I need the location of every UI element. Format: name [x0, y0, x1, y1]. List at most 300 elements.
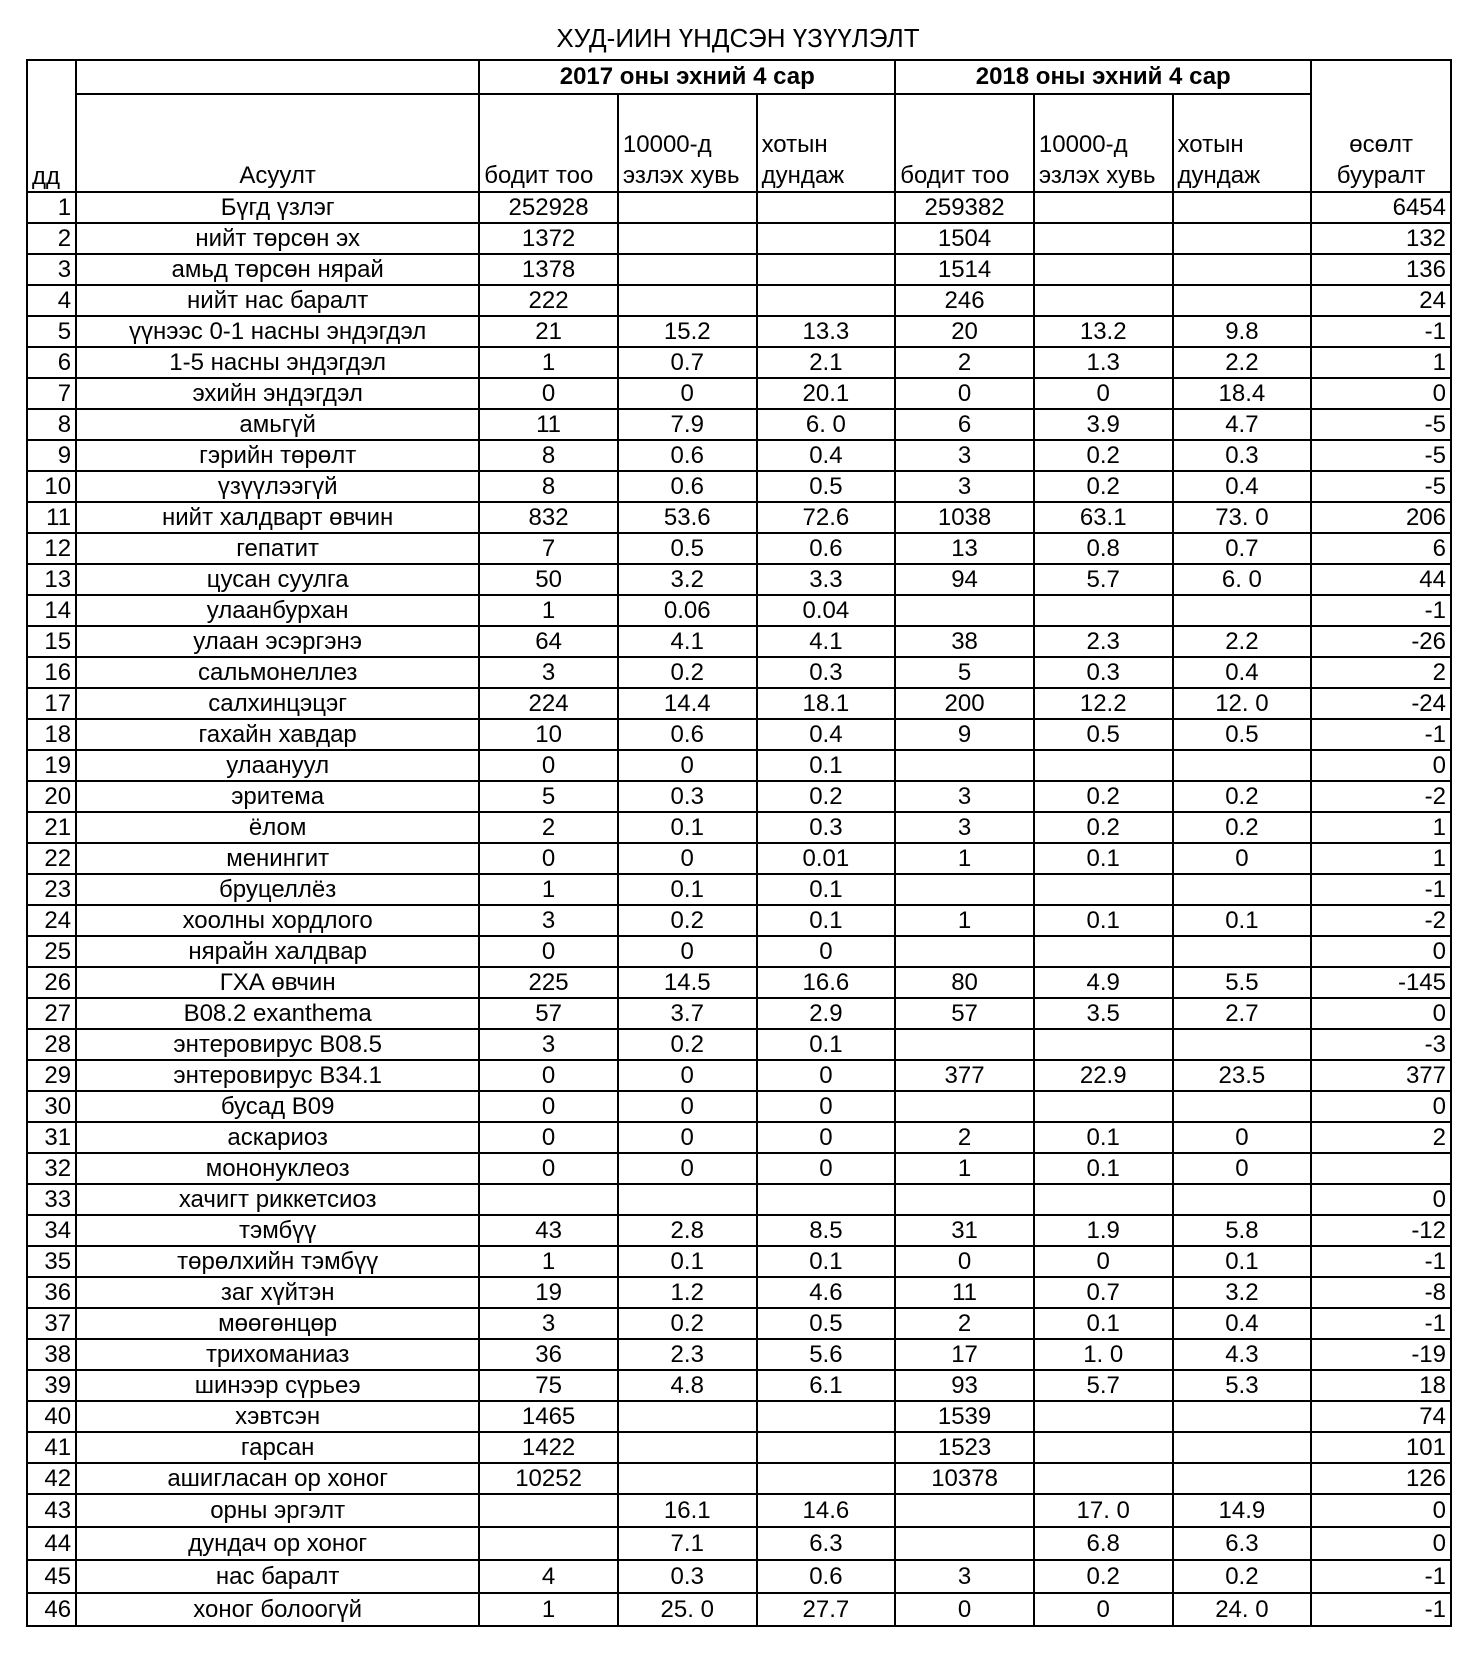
cell-city-avg-2018: 6.3	[1173, 1527, 1312, 1560]
cell-dd: 22	[27, 843, 76, 874]
cell-actual-2018: 3	[895, 1560, 1034, 1593]
cell-change: -1	[1311, 1560, 1451, 1593]
cell-question: нас баралт	[76, 1560, 479, 1593]
cell-dd: 3	[27, 254, 76, 285]
cell-city-avg-2018: 0.7	[1173, 533, 1312, 564]
cell-question: нийт нас баралт	[76, 285, 479, 316]
cell-city-avg-2017: 16.6	[757, 967, 896, 998]
cell-dd: 6	[27, 347, 76, 378]
cell-city-avg-2018: 0.2	[1173, 1560, 1312, 1593]
table-row	[27, 998, 1451, 1029]
cell-city-avg-2017: 0	[757, 1122, 896, 1153]
document-title: ХУД-ИИН ҮНДСЭН ҮЗҮҮЛЭЛТ	[556, 23, 920, 53]
cell-rate-2018: 0.1	[1034, 1153, 1173, 1184]
cell-actual-2018: 9	[895, 719, 1034, 750]
cell-question: B08.2 exanthema	[76, 998, 479, 1029]
header-row-columns	[27, 94, 1451, 192]
cell-rate-2017: 0	[618, 843, 757, 874]
cell-rate-2017: 0.2	[618, 657, 757, 688]
cell-rate-2017: 0.3	[618, 1560, 757, 1593]
header-period-2018: 2018 оны эхний 4 сар	[895, 60, 1311, 94]
cell-change: 6454	[1311, 192, 1451, 223]
cell-actual-2017: 1	[479, 1593, 618, 1626]
cell-rate-2017: 3.2	[618, 564, 757, 595]
cell-dd: 46	[27, 1593, 76, 1626]
cell-actual-2017: 3	[479, 1308, 618, 1339]
table-row	[27, 1060, 1451, 1091]
cell-rate-2017: 1.2	[618, 1277, 757, 1308]
cell-city-avg-2017: 27.7	[757, 1593, 896, 1626]
cell-question: хэвтсэн	[76, 1401, 479, 1432]
cell-rate-2018	[1034, 1463, 1173, 1494]
cell-actual-2018: 0	[895, 1246, 1034, 1277]
cell-actual-2017	[479, 1184, 618, 1215]
cell-city-avg-2017: 4.1	[757, 626, 896, 657]
cell-rate-2018: 1.9	[1034, 1215, 1173, 1246]
cell-actual-2017: 1422	[479, 1432, 618, 1463]
cell-dd: 29	[27, 1060, 76, 1091]
cell-city-avg-2018: 2.7	[1173, 998, 1312, 1029]
cell-dd: 24	[27, 905, 76, 936]
cell-actual-2018: 246	[895, 285, 1034, 316]
cell-city-avg-2018	[1173, 1463, 1312, 1494]
cell-city-avg-2018	[1173, 1401, 1312, 1432]
cell-question: заг хүйтэн	[76, 1277, 479, 1308]
cell-change: 2	[1311, 657, 1451, 688]
cell-change: 0	[1311, 750, 1451, 781]
cell-city-avg-2017: 0.1	[757, 1029, 896, 1060]
cell-dd: 32	[27, 1153, 76, 1184]
cell-question: улаануул	[76, 750, 479, 781]
cell-city-avg-2017: 0	[757, 936, 896, 967]
cell-actual-2018: 3	[895, 440, 1034, 471]
cell-dd: 35	[27, 1246, 76, 1277]
cell-rate-2018: 12.2	[1034, 688, 1173, 719]
cell-question: амьд төрсөн нярай	[76, 254, 479, 285]
cell-city-avg-2017: 0.1	[757, 1246, 896, 1277]
cell-dd: 43	[27, 1494, 76, 1527]
cell-question: төрөлхийн тэмбүү	[76, 1246, 479, 1277]
cell-actual-2018: 13	[895, 533, 1034, 564]
cell-city-avg-2017	[757, 285, 896, 316]
cell-rate-2018: 0.1	[1034, 905, 1173, 936]
cell-change: -5	[1311, 471, 1451, 502]
cell-city-avg-2017	[757, 254, 896, 285]
cell-change: -2	[1311, 781, 1451, 812]
cell-rate-2018: 0.3	[1034, 657, 1173, 688]
cell-city-avg-2018	[1173, 223, 1312, 254]
cell-dd: 45	[27, 1560, 76, 1593]
cell-change: 101	[1311, 1432, 1451, 1463]
cell-actual-2018: 0	[895, 1593, 1034, 1626]
table-row	[27, 1029, 1451, 1060]
cell-city-avg-2018	[1173, 1184, 1312, 1215]
cell-city-avg-2018: 0	[1173, 1122, 1312, 1153]
table-row	[27, 1277, 1451, 1308]
cell-actual-2018: 93	[895, 1370, 1034, 1401]
cell-actual-2018: 1038	[895, 502, 1034, 533]
cell-dd: 33	[27, 1184, 76, 1215]
cell-city-avg-2017: 0.1	[757, 874, 896, 905]
cell-rate-2017	[618, 1463, 757, 1494]
cell-rate-2017: 0.6	[618, 719, 757, 750]
header-period-2017: 2017 оны эхний 4 сар	[479, 60, 895, 94]
cell-rate-2017: 0	[618, 378, 757, 409]
cell-rate-2018: 0.2	[1034, 1560, 1173, 1593]
cell-change: 1	[1311, 347, 1451, 378]
cell-city-avg-2017: 0.5	[757, 471, 896, 502]
cell-dd: 41	[27, 1432, 76, 1463]
cell-rate-2017: 0.2	[618, 1029, 757, 1060]
cell-actual-2017: 7	[479, 533, 618, 564]
cell-rate-2017: 0	[618, 750, 757, 781]
table-row	[27, 1370, 1451, 1401]
cell-dd: 14	[27, 595, 76, 626]
table-row	[27, 1339, 1451, 1370]
cell-city-avg-2018: 9.8	[1173, 316, 1312, 347]
cell-question: үзүүлээгүй	[76, 471, 479, 502]
cell-rate-2018: 0.1	[1034, 1308, 1173, 1339]
cell-rate-2017: 0.6	[618, 440, 757, 471]
cell-change: 74	[1311, 1401, 1451, 1432]
cell-city-avg-2017: 0.6	[757, 1560, 896, 1593]
table-row	[27, 967, 1451, 998]
cell-actual-2017: 0	[479, 378, 618, 409]
cell-change: 24	[1311, 285, 1451, 316]
cell-dd: 10	[27, 471, 76, 502]
cell-rate-2017: 0.6	[618, 471, 757, 502]
cell-change: -145	[1311, 967, 1451, 998]
cell-question: хоног болоогүй	[76, 1593, 479, 1626]
cell-actual-2017: 4	[479, 1560, 618, 1593]
table-row	[27, 626, 1451, 657]
cell-rate-2018	[1034, 254, 1173, 285]
cell-rate-2018	[1034, 1184, 1173, 1215]
cell-city-avg-2017: 6.1	[757, 1370, 896, 1401]
cell-city-avg-2017: 6. 0	[757, 409, 896, 440]
cell-city-avg-2017: 3.3	[757, 564, 896, 595]
cell-rate-2018: 0.2	[1034, 812, 1173, 843]
cell-dd: 42	[27, 1463, 76, 1494]
cell-city-avg-2018	[1173, 1432, 1312, 1463]
cell-actual-2018	[895, 874, 1034, 905]
cell-actual-2018: 0	[895, 378, 1034, 409]
cell-change: 0	[1311, 1527, 1451, 1560]
cell-dd: 25	[27, 936, 76, 967]
cell-actual-2017: 11	[479, 409, 618, 440]
cell-question: гэрийн төрөлт	[76, 440, 479, 471]
cell-actual-2017: 0	[479, 1153, 618, 1184]
cell-city-avg-2018: 0.3	[1173, 440, 1312, 471]
cell-city-avg-2018	[1173, 1029, 1312, 1060]
cell-rate-2017: 0	[618, 936, 757, 967]
cell-actual-2018: 11	[895, 1277, 1034, 1308]
cell-rate-2018	[1034, 595, 1173, 626]
cell-city-avg-2018	[1173, 1091, 1312, 1122]
cell-actual-2017: 10252	[479, 1463, 618, 1494]
cell-city-avg-2017: 0.4	[757, 440, 896, 471]
cell-dd: 8	[27, 409, 76, 440]
cell-change: 44	[1311, 564, 1451, 595]
cell-change: -19	[1311, 1339, 1451, 1370]
cell-dd: 28	[27, 1029, 76, 1060]
cell-actual-2017: 75	[479, 1370, 618, 1401]
cell-city-avg-2017: 0.5	[757, 1308, 896, 1339]
cell-city-avg-2017: 14.6	[757, 1494, 896, 1527]
table-row	[27, 1246, 1451, 1277]
cell-dd: 18	[27, 719, 76, 750]
header-rate-2018: 10000-д эзлэх хувь	[1034, 94, 1173, 192]
cell-rate-2018: 0.1	[1034, 1122, 1173, 1153]
cell-question: гахайн хавдар	[76, 719, 479, 750]
cell-rate-2017: 14.5	[618, 967, 757, 998]
cell-rate-2018: 0.7	[1034, 1277, 1173, 1308]
cell-rate-2018: 1.3	[1034, 347, 1173, 378]
table-row	[27, 688, 1451, 719]
cell-question: аскариоз	[76, 1122, 479, 1153]
cell-actual-2018: 2	[895, 1122, 1034, 1153]
cell-city-avg-2017: 6.3	[757, 1527, 896, 1560]
table-row	[27, 192, 1451, 223]
cell-change: 1	[1311, 812, 1451, 843]
cell-change: -12	[1311, 1215, 1451, 1246]
cell-city-avg-2018	[1173, 285, 1312, 316]
cell-actual-2017: 36	[479, 1339, 618, 1370]
cell-question: гарсан	[76, 1432, 479, 1463]
cell-dd: 16	[27, 657, 76, 688]
cell-city-avg-2018: 12. 0	[1173, 688, 1312, 719]
cell-actual-2018: 17	[895, 1339, 1034, 1370]
cell-city-avg-2018: 4.7	[1173, 409, 1312, 440]
cell-change: 0	[1311, 998, 1451, 1029]
header-change: өсөлт бууралт	[1311, 60, 1451, 192]
cell-change: 126	[1311, 1463, 1451, 1494]
cell-city-avg-2018: 24. 0	[1173, 1593, 1312, 1626]
cell-dd: 39	[27, 1370, 76, 1401]
cell-change: 6	[1311, 533, 1451, 564]
cell-actual-2018: 80	[895, 967, 1034, 998]
cell-question: мононуклеоз	[76, 1153, 479, 1184]
cell-change: -1	[1311, 1593, 1451, 1626]
cell-actual-2018: 10378	[895, 1463, 1034, 1494]
cell-actual-2017: 0	[479, 750, 618, 781]
table-row	[27, 1215, 1451, 1246]
cell-actual-2017	[479, 1527, 618, 1560]
table-row	[27, 533, 1451, 564]
cell-question: амьгүй	[76, 409, 479, 440]
cell-rate-2018: 17. 0	[1034, 1494, 1173, 1527]
cell-dd: 5	[27, 316, 76, 347]
cell-city-avg-2017: 0.1	[757, 750, 896, 781]
cell-city-avg-2017: 0	[757, 1091, 896, 1122]
cell-city-avg-2018: 0.1	[1173, 905, 1312, 936]
cell-city-avg-2017: 0.04	[757, 595, 896, 626]
cell-rate-2018: 0.1	[1034, 843, 1173, 874]
cell-question: улаан эсэргэнэ	[76, 626, 479, 657]
cell-city-avg-2018: 73. 0	[1173, 502, 1312, 533]
cell-rate-2018	[1034, 285, 1173, 316]
cell-city-avg-2017: 72.6	[757, 502, 896, 533]
cell-dd: 11	[27, 502, 76, 533]
cell-actual-2017: 64	[479, 626, 618, 657]
table-row	[27, 1432, 1451, 1463]
cell-change: -2	[1311, 905, 1451, 936]
table-row	[27, 812, 1451, 843]
cell-question: энтеровирус B34.1	[76, 1060, 479, 1091]
cell-change: 132	[1311, 223, 1451, 254]
cell-question: мөөгөнцөр	[76, 1308, 479, 1339]
cell-question: ёлом	[76, 812, 479, 843]
cell-question: дундач ор хоног	[76, 1527, 479, 1560]
cell-city-avg-2018: 0	[1173, 1153, 1312, 1184]
table-row	[27, 781, 1451, 812]
table-row	[27, 1091, 1451, 1122]
cell-dd: 40	[27, 1401, 76, 1432]
cell-question: улаанбурхан	[76, 595, 479, 626]
cell-dd: 31	[27, 1122, 76, 1153]
cell-actual-2017: 2	[479, 812, 618, 843]
cell-rate-2018	[1034, 1091, 1173, 1122]
cell-rate-2018: 13.2	[1034, 316, 1173, 347]
cell-city-avg-2017: 0.01	[757, 843, 896, 874]
cell-question: менингит	[76, 843, 479, 874]
cell-rate-2017: 7.1	[618, 1527, 757, 1560]
cell-rate-2018: 0.5	[1034, 719, 1173, 750]
cell-rate-2017: 0.1	[618, 812, 757, 843]
cell-city-avg-2017: 0.2	[757, 781, 896, 812]
cell-question: 1-5 насны эндэгдэл	[76, 347, 479, 378]
cell-rate-2017: 2.8	[618, 1215, 757, 1246]
cell-actual-2017: 0	[479, 936, 618, 967]
cell-question: ашигласан ор хоног	[76, 1463, 479, 1494]
table-row	[27, 1560, 1451, 1593]
header-question: Асуулт	[76, 94, 479, 192]
table-row	[27, 440, 1451, 471]
cell-dd: 17	[27, 688, 76, 719]
table-row	[27, 254, 1451, 285]
cell-actual-2017: 10	[479, 719, 618, 750]
table-row	[27, 347, 1451, 378]
cell-dd: 20	[27, 781, 76, 812]
table-row	[27, 905, 1451, 936]
cell-rate-2017: 0	[618, 1091, 757, 1122]
cell-question: салхинцэцэг	[76, 688, 479, 719]
cell-question: үүнээс 0-1 насны эндэгдэл	[76, 316, 479, 347]
cell-actual-2018: 1523	[895, 1432, 1034, 1463]
cell-rate-2017	[618, 1432, 757, 1463]
cell-change: -8	[1311, 1277, 1451, 1308]
cell-question: нийт халдварт өвчин	[76, 502, 479, 533]
cell-question: бруцеллёз	[76, 874, 479, 905]
cell-dd: 9	[27, 440, 76, 471]
cell-change: -1	[1311, 1246, 1451, 1277]
cell-rate-2018: 0.2	[1034, 781, 1173, 812]
cell-actual-2017: 0	[479, 1060, 618, 1091]
cell-city-avg-2018: 2.2	[1173, 347, 1312, 378]
cell-rate-2017: 0.3	[618, 781, 757, 812]
cell-dd: 44	[27, 1527, 76, 1560]
cell-question: ГХА өвчин	[76, 967, 479, 998]
cell-actual-2018: 3	[895, 781, 1034, 812]
cell-actual-2017: 1378	[479, 254, 618, 285]
cell-change: -5	[1311, 440, 1451, 471]
cell-actual-2017: 57	[479, 998, 618, 1029]
cell-dd: 19	[27, 750, 76, 781]
table-row	[27, 657, 1451, 688]
cell-change: 377	[1311, 1060, 1451, 1091]
cell-city-avg-2018: 23.5	[1173, 1060, 1312, 1091]
cell-actual-2017: 0	[479, 1122, 618, 1153]
cell-actual-2017: 3	[479, 1029, 618, 1060]
cell-dd: 7	[27, 378, 76, 409]
cell-city-avg-2017: 20.1	[757, 378, 896, 409]
cell-actual-2018: 259382	[895, 192, 1034, 223]
cell-city-avg-2018	[1173, 254, 1312, 285]
cell-rate-2018: 0.2	[1034, 471, 1173, 502]
cell-rate-2017	[618, 254, 757, 285]
cell-city-avg-2017	[757, 1184, 896, 1215]
cell-rate-2018: 6.8	[1034, 1527, 1173, 1560]
cell-dd: 4	[27, 285, 76, 316]
cell-city-avg-2018: 5.8	[1173, 1215, 1312, 1246]
cell-question: эритема	[76, 781, 479, 812]
cell-change: 0	[1311, 1184, 1451, 1215]
cell-actual-2017: 8	[479, 440, 618, 471]
cell-change: -1	[1311, 1308, 1451, 1339]
table-row	[27, 936, 1451, 967]
cell-actual-2018	[895, 1184, 1034, 1215]
cell-dd: 13	[27, 564, 76, 595]
cell-actual-2018: 31	[895, 1215, 1034, 1246]
cell-actual-2017: 1465	[479, 1401, 618, 1432]
cell-rate-2017: 0.06	[618, 595, 757, 626]
table-row	[27, 378, 1451, 409]
cell-rate-2017: 16.1	[618, 1494, 757, 1527]
cell-rate-2017: 2.3	[618, 1339, 757, 1370]
cell-rate-2017: 4.1	[618, 626, 757, 657]
cell-question: Бүгд үзлэг	[76, 192, 479, 223]
cell-actual-2018: 38	[895, 626, 1034, 657]
cell-actual-2018: 20	[895, 316, 1034, 347]
table-row	[27, 1494, 1451, 1527]
cell-city-avg-2018: 0	[1173, 843, 1312, 874]
cell-rate-2017: 15.2	[618, 316, 757, 347]
cell-actual-2018: 6	[895, 409, 1034, 440]
cell-rate-2017: 0.1	[618, 1246, 757, 1277]
cell-actual-2018: 57	[895, 998, 1034, 1029]
cell-rate-2018: 22.9	[1034, 1060, 1173, 1091]
cell-rate-2018: 0.8	[1034, 533, 1173, 564]
cell-actual-2017: 1	[479, 347, 618, 378]
cell-actual-2017: 8	[479, 471, 618, 502]
cell-actual-2018: 94	[895, 564, 1034, 595]
cell-dd: 23	[27, 874, 76, 905]
cell-city-avg-2018	[1173, 595, 1312, 626]
cell-actual-2018: 1	[895, 843, 1034, 874]
cell-city-avg-2017: 0.3	[757, 812, 896, 843]
cell-actual-2018: 1539	[895, 1401, 1034, 1432]
cell-city-avg-2017: 13.3	[757, 316, 896, 347]
indicators-table	[26, 59, 1452, 1627]
cell-question: трихоманиаз	[76, 1339, 479, 1370]
cell-actual-2017: 21	[479, 316, 618, 347]
cell-actual-2018	[895, 595, 1034, 626]
cell-city-avg-2017: 2.1	[757, 347, 896, 378]
cell-rate-2018	[1034, 1401, 1173, 1432]
cell-city-avg-2017	[757, 192, 896, 223]
cell-city-avg-2018: 2.2	[1173, 626, 1312, 657]
cell-city-avg-2018: 0.4	[1173, 1308, 1312, 1339]
